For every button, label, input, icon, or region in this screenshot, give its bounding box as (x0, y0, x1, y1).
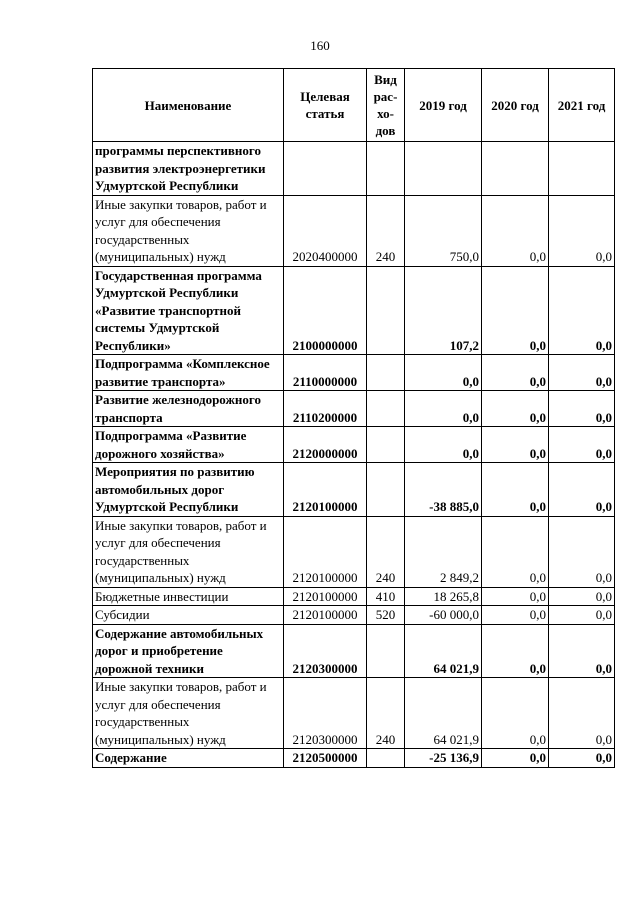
cell-2019: -38 885,0 (405, 463, 482, 517)
cell-kind (367, 624, 405, 678)
cell-2019: 64 021,9 (405, 678, 482, 749)
cell-code: 2120300000 (284, 624, 367, 678)
table-row (93, 587, 615, 606)
cell-2021: 0,0 (549, 587, 615, 606)
cell-2019 (405, 142, 482, 196)
budget-table (92, 68, 615, 768)
table-row (93, 195, 615, 266)
cell-kind (367, 391, 405, 427)
cell-2019: 0,0 (405, 427, 482, 463)
cell-2019: 64 021,9 (405, 624, 482, 678)
cell-code: 2110200000 (284, 391, 367, 427)
table-header-row (93, 69, 615, 142)
cell-2021: 0,0 (549, 749, 615, 768)
cell-code: 2120500000 (284, 749, 367, 768)
cell-2021: 0,0 (549, 427, 615, 463)
header-2019: 2019 год (405, 69, 482, 142)
cell-name: Содержание автомобильных дорог и приобретение дорожной техники (93, 624, 284, 678)
header-2021: 2021 год (549, 69, 615, 142)
table-row (93, 624, 615, 678)
cell-2020: 0,0 (482, 355, 549, 391)
cell-name: Иные закупки товаров, работ и услуг для обеспечения государственных (муниципальных) нужд (93, 678, 284, 749)
cell-2021: 0,0 (549, 195, 615, 266)
cell-2019: 0,0 (405, 355, 482, 391)
cell-code: 2120100000 (284, 587, 367, 606)
cell-kind (367, 142, 405, 196)
cell-2019: 0,0 (405, 391, 482, 427)
cell-2020: 0,0 (482, 587, 549, 606)
cell-2019: -60 000,0 (405, 606, 482, 625)
cell-kind (367, 749, 405, 768)
cell-2021: 0,0 (549, 606, 615, 625)
page-number: 160 (310, 38, 330, 53)
cell-name: Государственная программа Удмуртской Республики «Развитие транспортной системы Удмуртской Республики» (93, 266, 284, 355)
cell-code: 2120100000 (284, 463, 367, 517)
cell-kind: 240 (367, 678, 405, 749)
cell-2021: 0,0 (549, 355, 615, 391)
cell-code: 2120100000 (284, 516, 367, 587)
table-body (93, 142, 615, 768)
cell-kind: 240 (367, 516, 405, 587)
cell-2020: 0,0 (482, 606, 549, 625)
cell-code: 2120000000 (284, 427, 367, 463)
cell-2020: 0,0 (482, 516, 549, 587)
header-kind: Вид рас- хо- дов (367, 69, 405, 142)
cell-2019: -25 136,9 (405, 749, 482, 768)
header-name: Наименование (93, 69, 284, 142)
cell-code (284, 142, 367, 196)
cell-name: Иные закупки товаров, работ и услуг для обеспечения государственных (муниципальных) нужд (93, 195, 284, 266)
cell-kind (367, 355, 405, 391)
cell-2020: 0,0 (482, 463, 549, 517)
cell-kind: 240 (367, 195, 405, 266)
header-2020: 2020 год (482, 69, 549, 142)
table-row (93, 516, 615, 587)
header-code: Целевая статья (284, 69, 367, 142)
table-row (93, 142, 615, 196)
cell-kind: 410 (367, 587, 405, 606)
cell-2021: 0,0 (549, 678, 615, 749)
cell-2021 (549, 142, 615, 196)
cell-2019: 18 265,8 (405, 587, 482, 606)
cell-2019: 750,0 (405, 195, 482, 266)
table-row (93, 427, 615, 463)
cell-name: Бюджетные инвестиции (93, 587, 284, 606)
cell-2021: 0,0 (549, 266, 615, 355)
table-row (93, 463, 615, 517)
cell-code: 2120300000 (284, 678, 367, 749)
table-row (93, 391, 615, 427)
cell-2020: 0,0 (482, 624, 549, 678)
table-row (93, 355, 615, 391)
cell-2020: 0,0 (482, 391, 549, 427)
cell-2021: 0,0 (549, 391, 615, 427)
table-row (93, 749, 615, 768)
cell-2020: 0,0 (482, 266, 549, 355)
cell-2020: 0,0 (482, 678, 549, 749)
table-row (93, 678, 615, 749)
cell-2021: 0,0 (549, 624, 615, 678)
cell-name: Подпрограмма «Развитие дорожного хозяйства» (93, 427, 284, 463)
cell-2020 (482, 142, 549, 196)
table-row (93, 266, 615, 355)
cell-name: программы перспективного развития электроэнергетики Удмуртской Республики (93, 142, 284, 196)
cell-2020: 0,0 (482, 195, 549, 266)
cell-2019: 107,2 (405, 266, 482, 355)
cell-kind (367, 427, 405, 463)
cell-name: Развитие железнодорожного транспорта (93, 391, 284, 427)
cell-2020: 0,0 (482, 749, 549, 768)
cell-name: Мероприятия по развитию автомобильных дорог Удмуртской Республики (93, 463, 284, 517)
cell-name: Подпрограмма «Комплексное развитие транспорта» (93, 355, 284, 391)
cell-2020: 0,0 (482, 427, 549, 463)
cell-name: Иные закупки товаров, работ и услуг для обеспечения государственных (муниципальных) нужд (93, 516, 284, 587)
cell-kind (367, 266, 405, 355)
cell-name: Содержание (93, 749, 284, 768)
cell-2021: 0,0 (549, 516, 615, 587)
cell-2019: 2 849,2 (405, 516, 482, 587)
cell-kind (367, 463, 405, 517)
table-row (93, 606, 615, 625)
cell-kind: 520 (367, 606, 405, 625)
cell-code: 2120100000 (284, 606, 367, 625)
cell-code: 2100000000 (284, 266, 367, 355)
cell-name: Субсидии (93, 606, 284, 625)
cell-code: 2020400000 (284, 195, 367, 266)
cell-code: 2110000000 (284, 355, 367, 391)
cell-2021: 0,0 (549, 463, 615, 517)
